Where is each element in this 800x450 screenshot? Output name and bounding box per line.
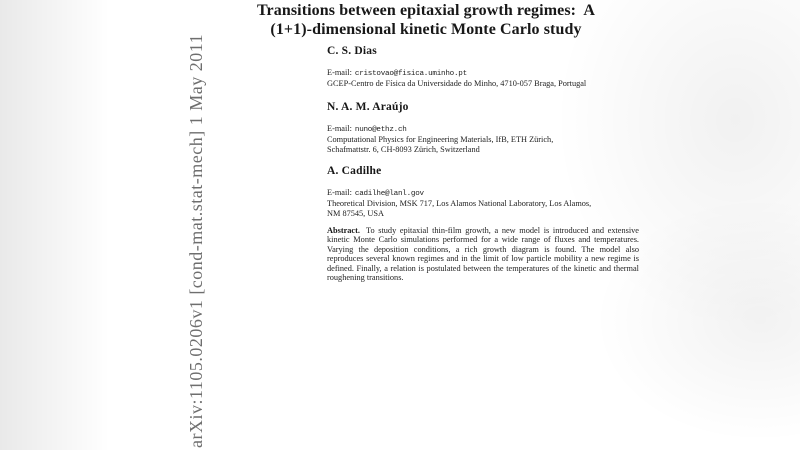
paper-title-line2: (1+1)-dimensional kinetic Monte Carlo study xyxy=(270,21,582,38)
author-name: C. S. Dias xyxy=(327,45,377,57)
paper-title-line1: Transitions between epitaxial growth regimes: A xyxy=(256,2,596,19)
author-affiliation: Computational Physics for Engineering Materials, IfB, ETH Zürich, xyxy=(327,135,554,145)
abstract xyxy=(327,226,639,282)
email-address: cadilhe@lanl.gov xyxy=(354,190,424,198)
author-name: A. Cadilhe xyxy=(327,165,382,177)
author-affiliation: NM 87545, USA xyxy=(327,208,384,218)
arxiv-watermark: arXiv:1105.0206v1 [cond-mat.stat-mech] 1 May 2011 xyxy=(186,33,206,448)
email-label: E-mail: xyxy=(327,68,352,77)
author-block-dias xyxy=(327,45,586,89)
author-name: N. A. M. Araújo xyxy=(327,101,409,113)
author-email-line xyxy=(327,68,586,79)
paper-title xyxy=(230,1,622,39)
email-label: E-mail: xyxy=(327,124,352,133)
abstract-label: Abstract. xyxy=(327,226,360,235)
author-email-line xyxy=(327,124,553,135)
author-affiliation: Theoretical Division, MSK 717, Los Alamos National Laboratory, Los Alamos, xyxy=(327,199,592,209)
author-block-araujo xyxy=(327,101,553,154)
email-address: cristovao@fisica.uminho.pt xyxy=(354,70,467,78)
email-label: E-mail: xyxy=(327,188,352,197)
abstract-text: To study epitaxial thin-film growth, a new model is introduced and extensive kinetic Monte Carlo simulations performed for a wide range of fluxes and temperatures. Varying the deposition conditions, a rich growth diagram is found. The model also reproduces several known regimes and in the limit of low particle mobility a new regime is defined. Finally, a relation is postulated between the temperatures of the kinetic and thermal roughening transitions. xyxy=(327,226,639,283)
author-affiliation: Schafmattstr. 6, CH-8093 Zürich, Switzerland xyxy=(327,144,480,154)
email-address: nuno@ethz.ch xyxy=(354,126,407,134)
author-email-line xyxy=(327,188,591,199)
author-block-cadilhe xyxy=(327,165,591,218)
author-affiliation: GCEP-Centro de Física da Universidade do Minho, 4710-057 Braga, Portugal xyxy=(327,79,587,89)
